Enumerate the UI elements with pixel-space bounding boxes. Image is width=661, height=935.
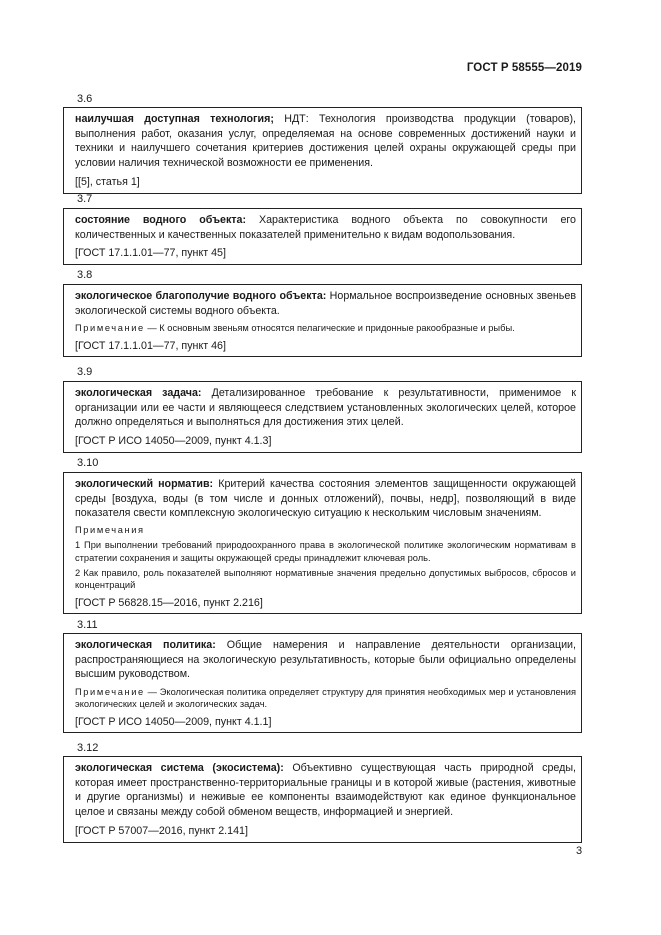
term-source: [ГОСТ 17.1.1.01—77, пункт 45] — [75, 247, 226, 260]
term-source: [ГОСТ Р ИСО 14050—2009, пункт 4.1.1] — [75, 715, 272, 728]
term-number: 3.12 — [77, 742, 99, 754]
term-box-3-7 — [63, 208, 582, 265]
term-box-3-11 — [63, 633, 582, 733]
term-name: экологический норматив: — [75, 478, 214, 490]
note-item: 2 Как правило, роль показателей выполняют нормативные значения предельно допустимых выбросов, сбросов и концентраций — [75, 568, 576, 591]
term-box-3-12 — [63, 756, 582, 843]
term-source: [[5], статья 1] — [75, 175, 140, 188]
term-number: 3.9 — [77, 366, 93, 378]
definition-text: Нормальное воспроизведение основных звеньев экологической системы водного объекта. — [75, 290, 576, 317]
term-name: экологическая задача: — [75, 387, 202, 399]
term-box-3-6 — [63, 107, 582, 194]
term-definition — [75, 112, 576, 171]
term-source: [ГОСТ Р 56828.15—2016, пункт 2.216] — [75, 596, 263, 609]
term-source: [ГОСТ 17.1.1.01—77, пункт 46] — [75, 339, 226, 352]
note-text: — К основным звеньям относятся пелагические и придонные ракообразные и рыбы. — [144, 323, 515, 334]
term-name: наилучшая доступная технология; — [75, 113, 274, 125]
term-number: 3.7 — [77, 193, 93, 205]
term-box-3-8 — [63, 284, 582, 357]
page-number: 3 — [576, 845, 583, 857]
term-note — [75, 322, 576, 334]
note-item: 1 При выполнении требований природоохранного права в экологической политике экологическим нормативам в стратегии сохранения и защиты окружающей среды принадлежит ключевая роль. — [75, 540, 576, 563]
term-number: 3.6 — [77, 93, 93, 105]
term-note — [75, 686, 576, 711]
term-name: состояние водного объекта: — [75, 214, 247, 226]
note-label: Примечание — [75, 687, 145, 698]
term-definition — [75, 761, 576, 820]
term-definition — [75, 638, 576, 682]
term-definition — [75, 289, 576, 318]
term-source: [ГОСТ Р 57007—2016, пункт 2.141] — [75, 824, 248, 837]
definition-text: НДТ: Технология производства продукции (товаров), выполнения работ, оказания услуг, определяемая на основе современных достижений науки и техники и наилучшего сочетания критериев достижения целей охраны окружающей среды при условии наличия технической возможности ее применения. — [75, 113, 577, 170]
definition-text: Характеристика водного объекта по совокупности его количественных и качественных показателей применительно к видам водопользования. — [75, 214, 576, 241]
notes-heading: Примечания — [75, 525, 145, 536]
term-source: [ГОСТ Р ИСО 14050—2009, пункт 4.1.3] — [75, 435, 272, 448]
note-text: — Экологическая политика определяет структуру для принятия необходимых мер и установления экологических целей и экологических задач. — [75, 687, 576, 710]
definition-text: Критерий качества состояния элементов защищенности окружающей среды [воздуха, воды (в том числе и донных отложений), почвы, недр], позволяющий в виде показателя свести комплексную экологическую ситуацию к нескольким числовым значениям. — [75, 478, 576, 520]
term-definition — [75, 477, 576, 521]
term-number: 3.10 — [77, 457, 99, 469]
term-number: 3.11 — [77, 619, 98, 631]
note-label: Примечание — [75, 323, 145, 334]
term-name: экологическая политика: — [75, 639, 216, 651]
term-box-3-9 — [63, 381, 582, 453]
document-code: ГОСТ Р 58555—2019 — [466, 62, 582, 74]
term-number: 3.8 — [77, 269, 93, 281]
definition-text: Общие намерения и направление деятельности организации, распространяющиеся на экологическую результативность, которые были официально определены высшим руководством. — [75, 639, 576, 681]
definition-text: Объективно существующая часть природной среды, которая имеет пространственно-территориальные границы и в которой живые (растения, животные и другие организмы) и неживые ее компоненты взаимодействуют как единое функциональное целое и связаны между собой обменом веществ, информацией и энергией. — [75, 762, 576, 819]
term-box-3-10 — [63, 472, 582, 614]
term-name: экологическое благополучие водного объекта: — [75, 290, 327, 302]
term-definition — [75, 213, 576, 242]
term-definition — [75, 386, 576, 430]
definition-text: Детализированное требование к результативности, применимое к организации или ее части и являющееся следствием установленных экологических целей, которое должно определяться и выполняться для достижения этих целей. — [75, 387, 576, 429]
term-name: экологическая система (экосистема): — [75, 762, 284, 774]
